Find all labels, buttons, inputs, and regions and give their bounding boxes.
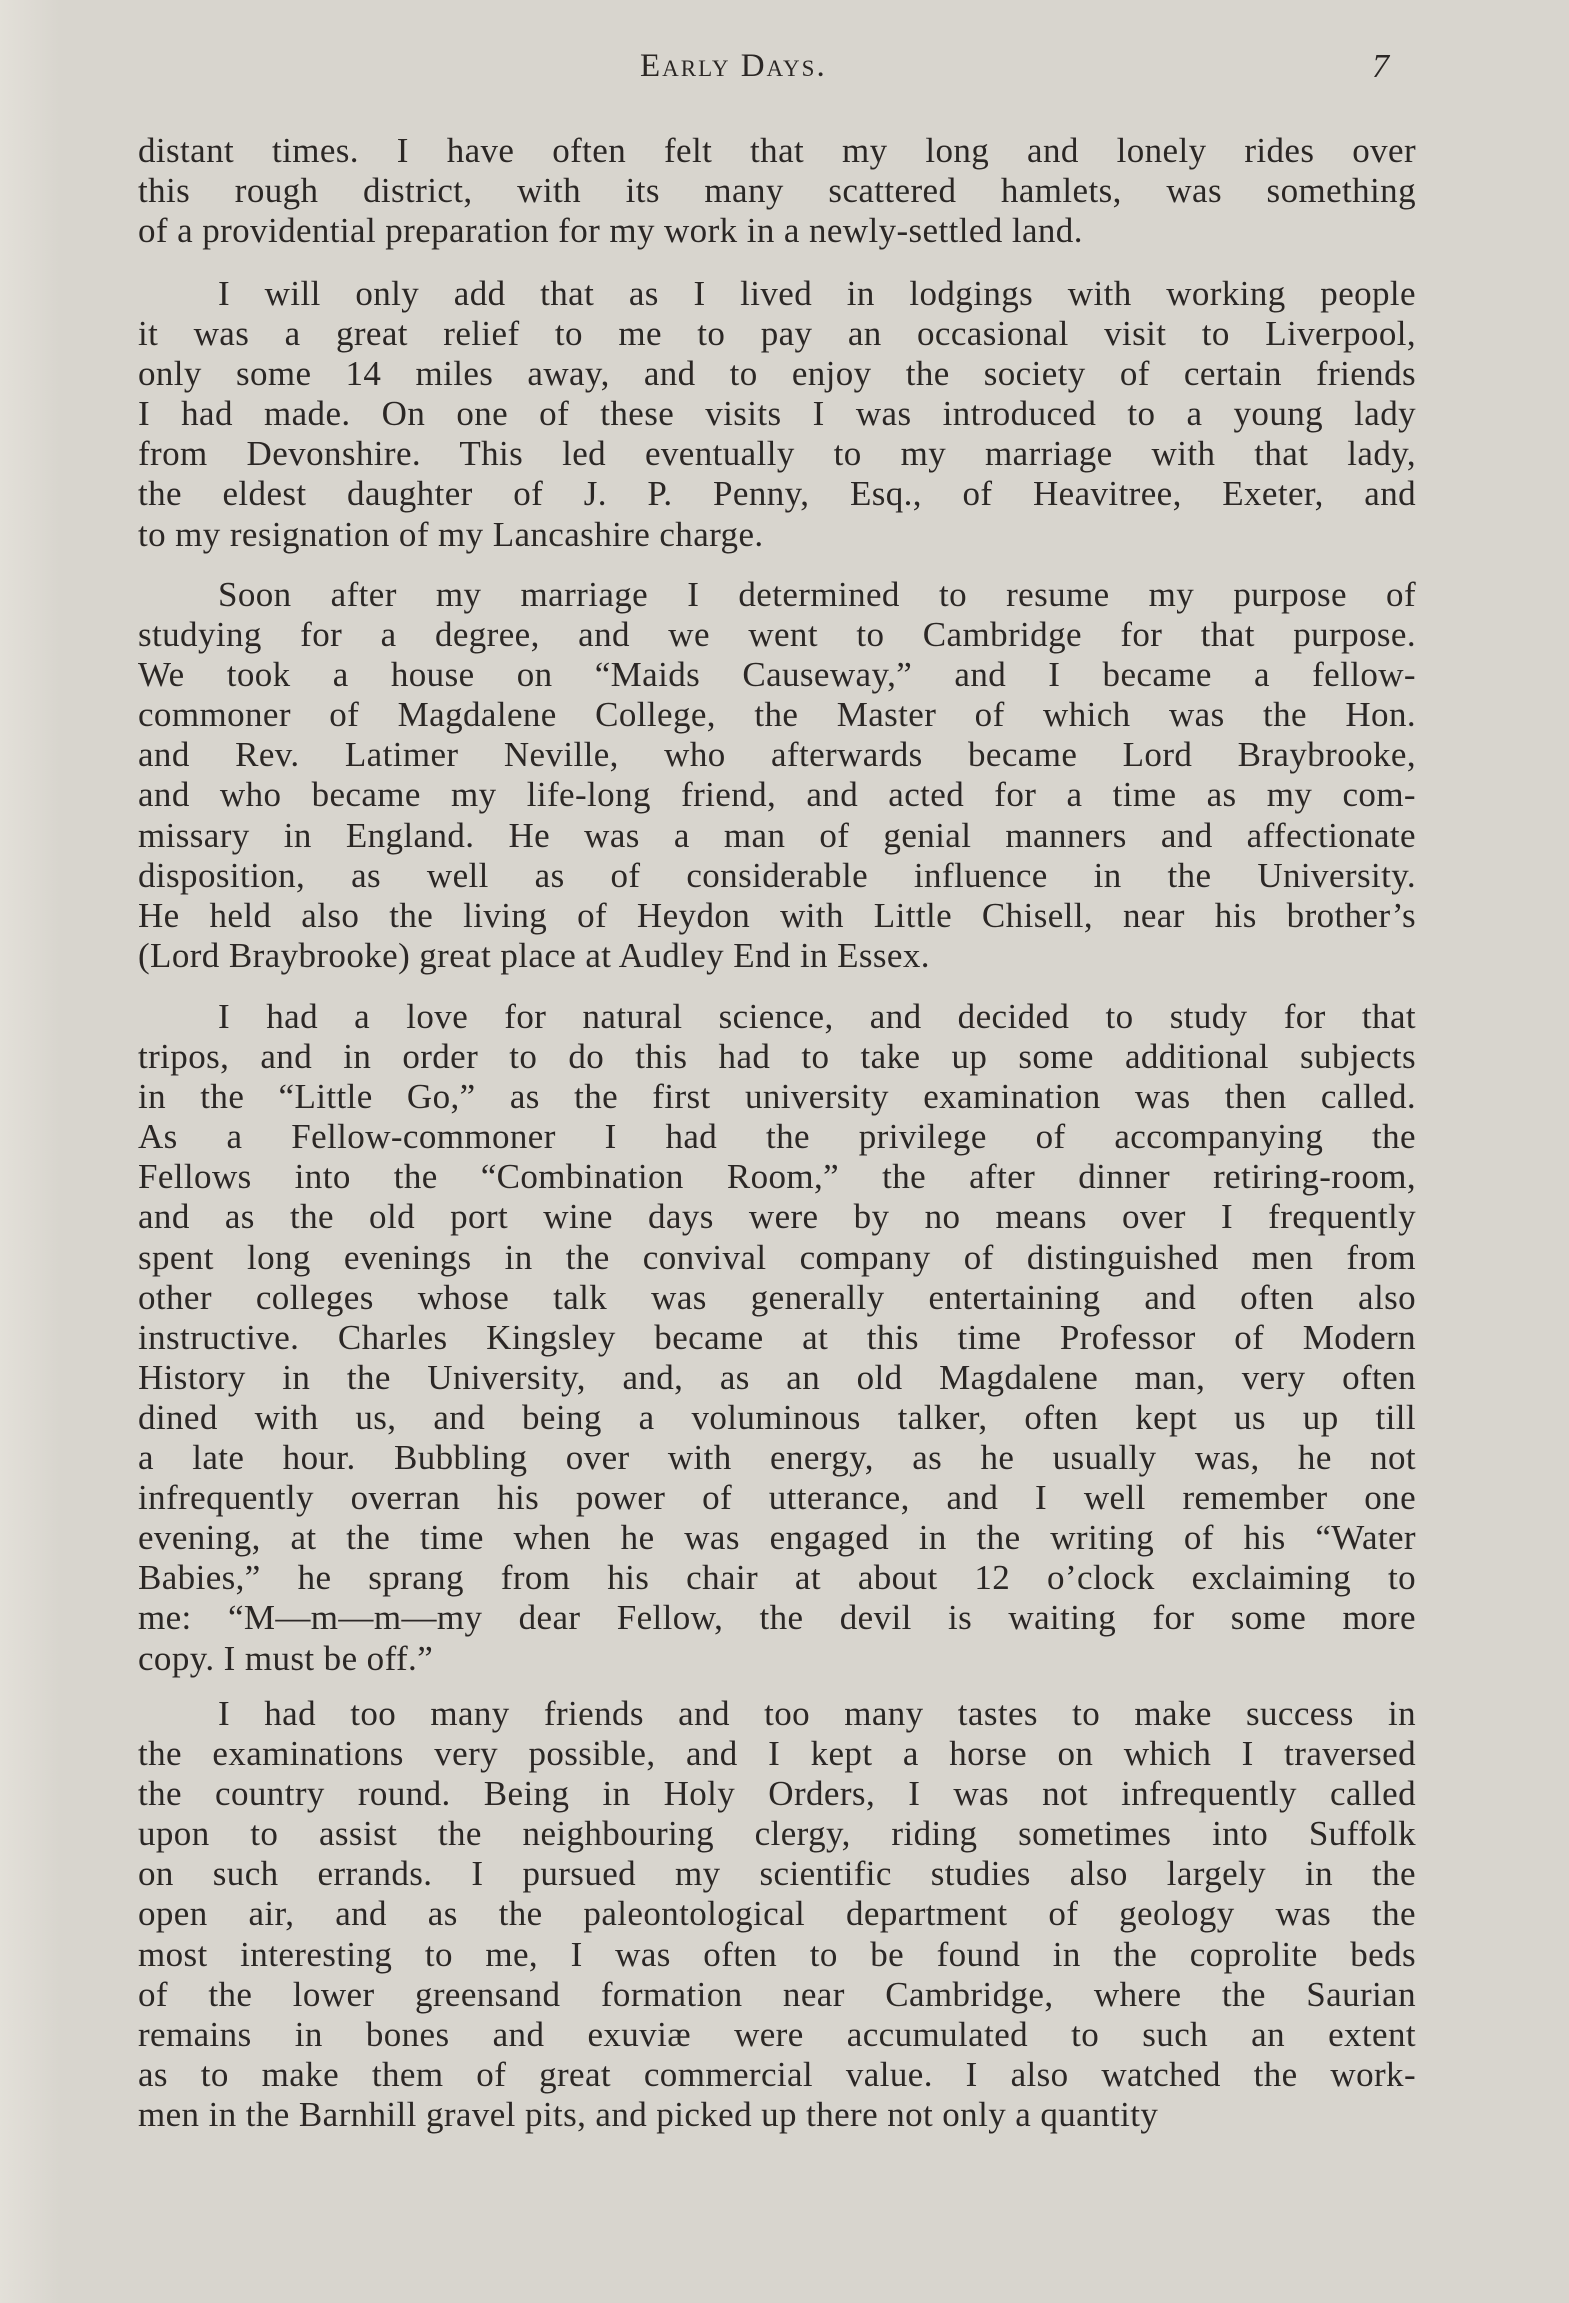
text-line: of the lower greensand formation near Cambridge, where the Saurian — [138, 1974, 1416, 2014]
text-line: copy. I must be off.” — [138, 1638, 434, 1678]
text-line: I had too many friends and too many tastes to make success in — [218, 1694, 1416, 1733]
page-number: 7 — [1372, 48, 1389, 85]
text-line: Fellows into the “Combination Room,” the after dinner retiring-room, — [138, 1157, 1416, 1197]
text-line: missary in England. He was a man of genial manners and affectionate — [138, 815, 1416, 855]
text-line: this rough district, with its many scattered hamlets, was something — [138, 171, 1416, 211]
text-line: distant times. I have often felt that my long and lonely rides over — [138, 131, 1416, 170]
text-line: the country round. Being in Holy Orders, I was not infrequently called — [138, 1774, 1416, 1814]
text-line: the examinations very possible, and I kept a horse on which I traversed — [138, 1734, 1416, 1774]
page-edge-shading — [0, 0, 60, 2303]
text-line: as to make them of great commercial value. I also watched the work- — [138, 2054, 1416, 2094]
text-line: I had a love for natural science, and decided to study for that — [218, 997, 1416, 1036]
text-line: the eldest daughter of J. P. Penny, Esq., of Heavitree, Exeter, and — [138, 474, 1416, 514]
text-line: upon to assist the neighbouring clergy, riding sometimes into Suffolk — [138, 1814, 1416, 1854]
text-line: spent long evenings in the convival company of distinguished men from — [138, 1237, 1416, 1277]
text-line: commoner of Magdalene College, the Master of which was the Hon. — [138, 695, 1416, 735]
text-line: from Devonshire. This led eventually to my marriage with that lady, — [138, 434, 1416, 474]
text-line: on such errands. I pursued my scientific studies also largely in the — [138, 1854, 1416, 1894]
text-line: I had made. On one of these visits I was introduced to a young lady — [138, 394, 1416, 434]
text-line: studying for a degree, and we went to Cambridge for that purpose. — [138, 615, 1416, 655]
paragraph — [138, 575, 1416, 976]
text-line: in the “Little Go,” as the first university examination was then called. — [138, 1077, 1416, 1117]
text-line: other colleges whose talk was generally entertaining and often also — [138, 1277, 1416, 1317]
text-line: We took a house on “Maids Causeway,” and I became a fellow- — [138, 655, 1416, 695]
text-line: to my resignation of my Lancashire charge. — [138, 514, 764, 554]
text-line: dined with us, and being a voluminous talker, often kept us up till — [138, 1397, 1416, 1437]
text-line: (Lord Braybrooke) great place at Audley End in Essex. — [138, 935, 930, 975]
running-header — [0, 48, 1569, 88]
text-line: most interesting to me, I was often to be found in the coprolite beds — [138, 1934, 1416, 1974]
paragraph — [138, 131, 1416, 251]
text-line: Babies,” he sprang from his chair at about 12 o’clock exclaiming to — [138, 1558, 1416, 1598]
text-line: men in the Barnhill gravel pits, and picked up there not only a quantity — [138, 2094, 1159, 2134]
text-line: of a providential preparation for my work in a newly-settled land. — [138, 211, 1083, 251]
running-title: Early Days. — [640, 48, 827, 84]
text-line: and Rev. Latimer Neville, who afterwards became Lord Braybrooke, — [138, 735, 1416, 775]
text-line: History in the University, and, as an old Magdalene man, very often — [138, 1357, 1416, 1397]
text-line: and as the old port wine days were by no means over I frequently — [138, 1197, 1416, 1237]
text-line: evening, at the time when he was engaged in the writing of his “Water — [138, 1518, 1416, 1558]
text-line: Soon after my marriage I determined to resume my purpose of — [218, 575, 1416, 614]
text-line: As a Fellow-commoner I had the privilege of accompanying the — [138, 1117, 1416, 1157]
paragraph — [138, 1694, 1416, 2135]
text-line: a late hour. Bubbling over with energy, as he usually was, he not — [138, 1438, 1416, 1478]
text-line: remains in bones and exuviæ were accumulated to such an extent — [138, 2014, 1416, 2054]
text-line: instructive. Charles Kingsley became at this time Professor of Modern — [138, 1317, 1416, 1357]
text-line: only some 14 miles away, and to enjoy the society of certain friends — [138, 354, 1416, 394]
text-line: I will only add that as I lived in lodgings with working people — [218, 274, 1416, 313]
paragraph — [138, 997, 1416, 1679]
text-line: disposition, as well as of considerable influence in the University. — [138, 855, 1416, 895]
text-line: and who became my life-long friend, and acted for a time as my com- — [138, 775, 1416, 815]
paragraph — [138, 274, 1416, 555]
text-line: infrequently overran his power of utterance, and I well remember one — [138, 1478, 1416, 1518]
text-line: tripos, and in order to do this had to take up some additional subjects — [138, 1037, 1416, 1077]
text-line: me: “M—m—m—my dear Fellow, the devil is waiting for some more — [138, 1598, 1416, 1638]
text-line: open air, and as the paleontological department of geology was the — [138, 1894, 1416, 1934]
text-line: He held also the living of Heydon with Little Chisell, near his brother’s — [138, 895, 1416, 935]
text-line: it was a great relief to me to pay an occasional visit to Liverpool, — [138, 314, 1416, 354]
